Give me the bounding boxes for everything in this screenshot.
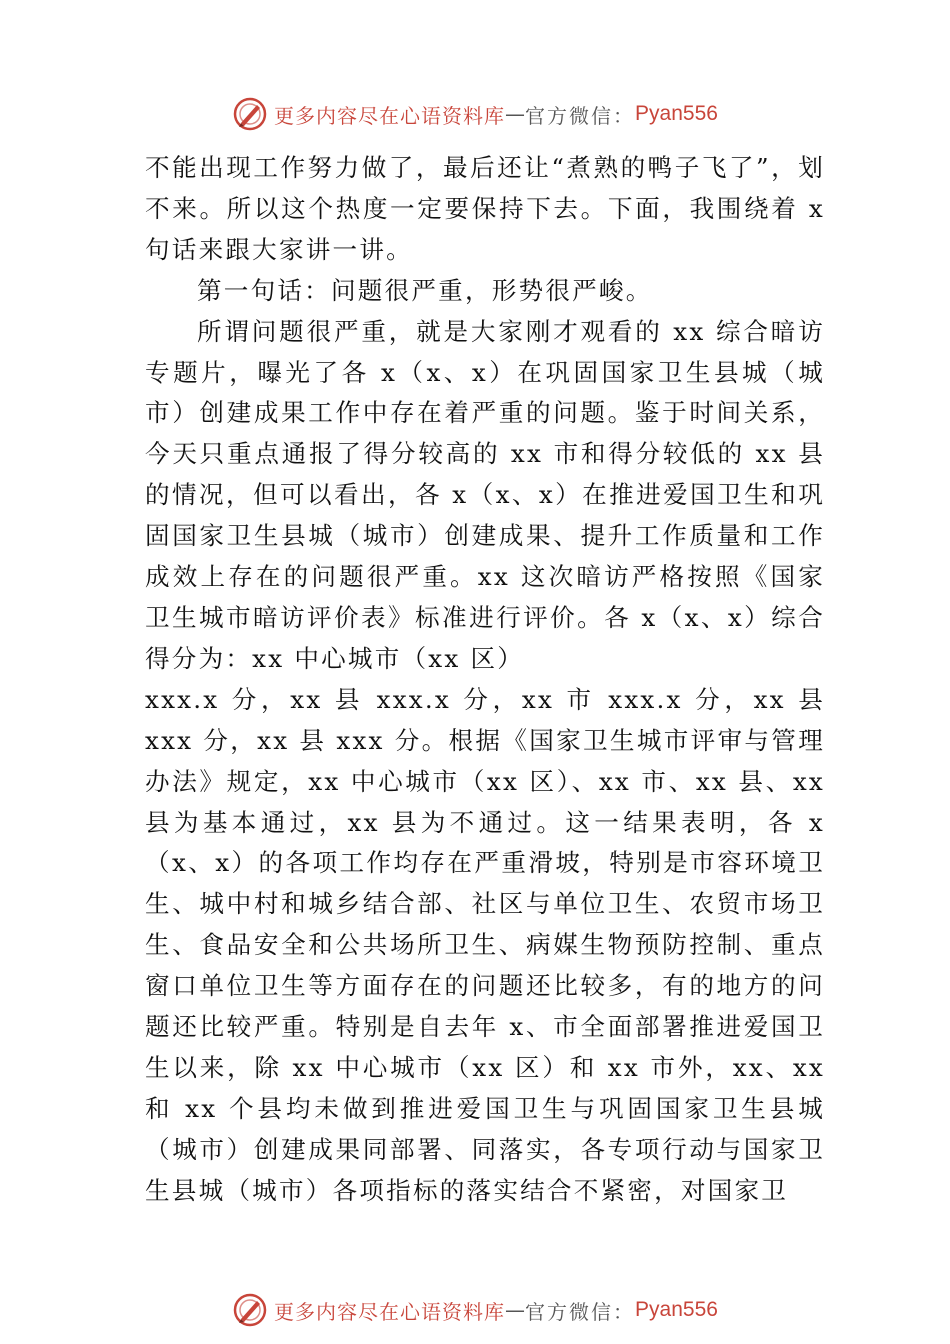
paragraph: 不能出现工作努力做了，最后还让“煮熟的鸭子飞了”，划不来。所以这个热度一定要保持下去。下面，我围绕着 x 句话来跟大家讲一讲。 — [145, 153, 825, 264]
header-banner — [0, 94, 950, 134]
header-dash: — — [505, 102, 526, 126]
footer-brand: 更多内容尽在心语资料库 — [274, 1299, 506, 1324]
document-body — [145, 148, 825, 1212]
paragraph: xxx.x 分，xx 县 xxx.x 分，xx 市 xxx.x 分，xx 县 xxx 分，xx 县 xxx 分。根据《国家卫生城市评审与管理办法》规定，xx 中心城市（xx 区）、xx 市、xx 县、xx 县为基本通过，xx 县为不通过。这一结果表明，各 x（x、x）的各项工作均存在严重滑坡，特别是市容环境卫生、城中村和城乡结合部、社区与单位卫生、农贸市场卫生、食品安全和公共场所卫生、病媒生物预防控制、重点窗口单位卫生等方面存在的问题还比较多，有的地方的问题还比较严重。特别是自去年 x、市全面部署推进爱国卫生以来，除 xx 中心城市（xx 区）和 xx 市外，xx、xx 和 xx 个县均未做到推进爱国卫生与巩固国家卫生县城（城市）创建成果同部署、同落实，各专项行动与国家卫生县城（城市）各项指标的落实结合不紧密，对国家卫 — [145, 684, 825, 1205]
footer-label: 官方微信： — [525, 1299, 636, 1324]
footer-wechat-id: Pyan556 — [635, 1298, 718, 1321]
footer-dash: — — [505, 1298, 526, 1322]
paragraph-heading: 第一句话：问题很严重，形势很严峻。 — [197, 275, 653, 305]
header-label: 官方微信： — [525, 103, 636, 128]
pen-logo-icon — [232, 96, 268, 132]
paragraph: 所谓问题很严重，就是大家刚才观看的 xx 综合暗访专题片，曝光了各 x（x、x）在巩固国家卫生县城（城市）创建成果工作中存在着严重的问题。鉴于时间关系，今天只重点通报了得分较高的 xx 市和得分较低的 xx 县的情况，但可以看出，各 x（x、x）在推进爱国卫生和巩固国家卫生县城（城市）创建成果、提升工作质量和工作成效上存在的问题很严重。xx 这次暗访严格按照《国家卫生城市暗访评价表》标准进行评价。各 x（x、x）综合得分为：xx 中心城市（xx 区） — [145, 316, 825, 673]
footer-banner — [0, 1290, 950, 1330]
pen-logo-icon — [232, 1292, 268, 1328]
header-wechat-id: Pyan556 — [635, 102, 718, 125]
header-brand: 更多内容尽在心语资料库 — [274, 103, 506, 128]
